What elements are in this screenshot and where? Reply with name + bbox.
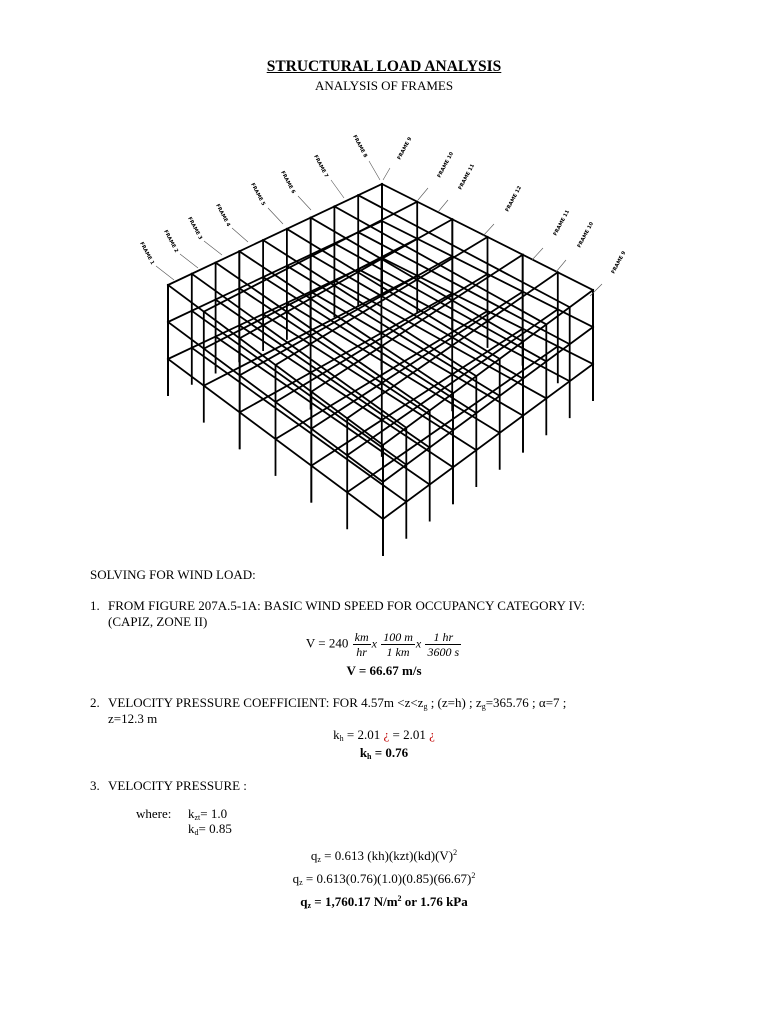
- frame-lines: [168, 184, 596, 555]
- label-arrow: [268, 208, 283, 224]
- frame-label-12: FRAME 12: [504, 185, 524, 213]
- item2-number: 2.: [90, 695, 100, 710]
- item2-result: $k_h = 0.76$: [359, 745, 409, 761]
- page-title: STRUCTURAL LOAD ANALYSIS: [266, 58, 502, 75]
- frame-label-2: FRAME 2: [162, 229, 180, 254]
- frame-label-4: FRAME 4: [214, 203, 232, 228]
- label-arrow: [438, 200, 448, 212]
- item2-text2: z=12.3 m: [108, 711, 158, 726]
- item1-text2: (CAPIZ, ZONE II): [108, 614, 208, 629]
- item1-equation: V = 240 $\frac{km}{hr}$ x $\frac{100 m}{1 km}$ x $\frac{1 hr}{3600 s}$: [305, 630, 460, 659]
- frame-label-3: FRAME 3: [186, 216, 204, 241]
- label-arrow: [180, 254, 198, 268]
- where-label: where:: [136, 806, 172, 821]
- label-arrow: [369, 161, 380, 180]
- item1-number: 1.: [90, 598, 100, 613]
- frame-label-9: FRAME 9: [396, 136, 414, 161]
- page-subtitle: ANALYSIS OF FRAMES: [314, 78, 454, 93]
- frame-structure-figure: [118, 128, 628, 508]
- frame-label-7: FRAME 7: [312, 154, 330, 179]
- item1-text: FROM FIGURE 207A.5-1A: BASIC WIND SPEED FOR OCCUPANCY CATEGORY IV:: [108, 598, 585, 613]
- missing-char-1: ¿: [383, 727, 390, 742]
- frame-label-10: FRAME 10: [436, 151, 456, 179]
- right-frame-labels: [396, 136, 627, 275]
- qz-result: $q_z = 1,760.17$ $N/m^2$ or 1.76 kPa: [300, 894, 468, 910]
- fraction-km-hr: $\frac{km}{hr}$: [354, 630, 369, 659]
- frame-label-8: FRAME 8: [351, 134, 369, 159]
- fraction-hr-s: $\frac{1 hr}{3600 s}$: [427, 630, 460, 659]
- frame-label-1: FRAME 1: [138, 241, 156, 266]
- label-arrow: [331, 180, 344, 198]
- label-arrow: [232, 228, 248, 242]
- frame-label-11: FRAME 11: [457, 163, 477, 191]
- frame-label-9b: FRAME 9: [610, 250, 628, 275]
- frame-label-6: FRAME 6: [279, 170, 297, 195]
- item2-text: VELOCITY PRESSURE COEFFICIENT: FOR $4.57m <z<z_g$ ; (z=h) ; $z_g=365.76$ ; α=7 ;: [108, 695, 567, 711]
- kd-value: $k_d= 0.85$: [188, 821, 232, 837]
- qz-substitution: $q_z = 0.613(0.76)(1.0)(0.85)(66.67)^2$: [292, 871, 476, 887]
- label-arrow: [204, 241, 222, 255]
- frame-label-11b: FRAME 11: [552, 209, 572, 237]
- item1-result: V = 66.67 m/s: [346, 663, 422, 678]
- kzt-value: $k_{zt}= 1.0$: [188, 806, 228, 822]
- label-arrow: [418, 188, 428, 200]
- item2-kh-equation: $k_h = 2.01$ ¿ = 2.01 ¿: [333, 727, 435, 743]
- label-arrow: [156, 266, 174, 280]
- v-prefix: V = 240: [305, 635, 349, 651]
- frame-label-5: FRAME 5: [249, 182, 267, 207]
- label-arrow: [556, 260, 566, 272]
- section-heading: SOLVING FOR WIND LOAD:: [90, 567, 256, 582]
- label-arrow: [298, 196, 311, 210]
- item3-number: 3.: [90, 778, 100, 793]
- label-arrow: [483, 224, 494, 236]
- label-arrow: [383, 168, 390, 180]
- item3-text: VELOCITY PRESSURE :: [108, 778, 247, 793]
- missing-char-2: ¿: [429, 727, 435, 742]
- fraction-m-km: $\frac{100 m}{1 km}$: [383, 630, 413, 659]
- qz-formula: $q_z = 0.613$ $(kh)(kzt)(kd)(V)^2$: [310, 848, 458, 864]
- frame-label-10b: FRAME 10: [576, 221, 596, 249]
- label-arrow: [532, 248, 543, 260]
- label-arrows: [156, 161, 602, 296]
